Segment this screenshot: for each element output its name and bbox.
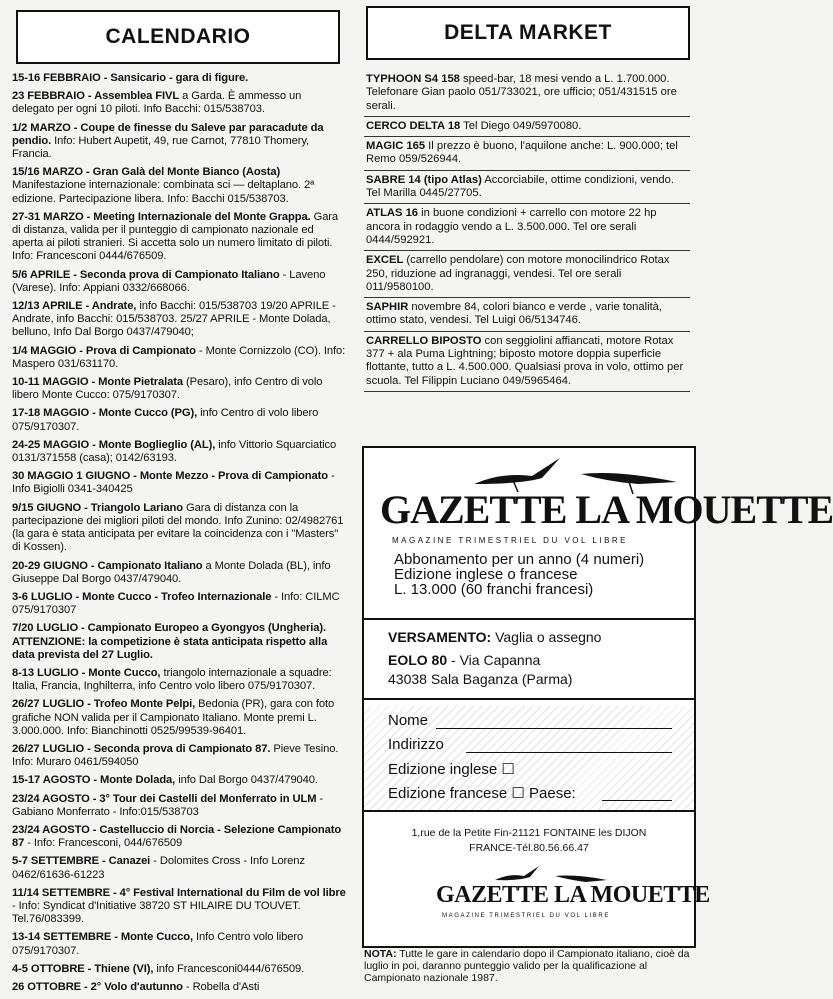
event-heading: 26/27 LUGLIO - Trofeo Monte Pelpi, <box>12 698 196 711</box>
divider <box>364 618 694 620</box>
market-ad <box>364 332 690 392</box>
market-ad <box>364 117 690 137</box>
event-heading: 17-18 MAGGIO - Monte Cucco (PG), <box>12 407 198 420</box>
event-heading: 23/24 AGOSTO - Castelluccio di Norcia - Selezione Campionato 87 <box>12 823 342 850</box>
event-heading: 7/20 LUGLIO - Campionato Europeo a Gyongyos (Ungheria). ATTENZIONE: la competizione è stata anticipata rispetto alla data prevista del 27 Luglio. <box>12 622 328 661</box>
market-ad <box>364 204 690 251</box>
calendar-event <box>12 560 346 586</box>
nota-label: NOTA: <box>364 948 397 960</box>
event-details: Gara di distanza con la partecipazione dei migliori piloti del mondo. Info Zunino: 02/4982761 (la gara è stata anticipata per evitare la coincidenza con i "Masters" di Kossen). <box>12 501 344 554</box>
event-heading: 20-29 GIUGNO - Campionato Italiano <box>12 559 203 572</box>
event-details: - Robella d'Asti <box>182 980 260 993</box>
field-inglese-checkbox[interactable]: Edizione inglese ☐ <box>388 761 515 778</box>
ad-details: con seggiolini affiancati, motore Rotax 377 + ala Puma Lightning; biposto motore doppia superficie flottante, tutto a L. 4.500.000. Qualsiasi prova in volo, ottimo per scuola. Tel Filippin Luciano 049/5965464. <box>366 334 684 387</box>
ad-details: Accorciabile, ottime condizioni, vendo. Tel Marilla 0445/27705. <box>366 173 674 200</box>
calendar-event <box>12 269 346 295</box>
event-heading: 27-31 MARZO - Meeting Internazionale del Monte Grappa. <box>12 210 311 223</box>
event-details: - Laveno (Varese). Info: Appiani 0332/668066. <box>12 268 326 294</box>
event-heading: 1/2 MARZO - Coupe de finesse du Saleve par paracadute da pendio. <box>12 121 324 147</box>
ad-heading: CARRELLO BIPOSTO <box>366 334 482 347</box>
calendar-event <box>12 743 346 769</box>
calendar-event <box>12 72 346 85</box>
calendar-event <box>12 166 346 206</box>
market-ad <box>364 171 690 205</box>
calendar-event <box>12 122 346 162</box>
address-line: 1,rue de la Petite Fin-21121 FONTAINE les DIJON <box>411 827 647 839</box>
ad-heading: EXCEL <box>366 254 404 267</box>
calendar-event <box>12 931 346 957</box>
event-heading: 24-25 MAGGIO - Monte Boglieglio (AL), <box>12 438 216 451</box>
order-form <box>364 706 694 810</box>
event-heading: 4-5 OTTOBRE - Thiene (VI), <box>12 962 154 975</box>
event-details: - Monte Cornizzolo (CO). Info: Maspero 031/631170. <box>12 344 346 370</box>
ad-details: in buone condizioni + carrello con motore 22 hp ancora in rodaggio vendo a L. 3.500.000. Tel ore serali 0444/592921. <box>366 207 657 246</box>
event-heading: 5/6 APRILE - Seconda prova di Campionato Italiano <box>12 268 280 281</box>
event-details: - Dolomites Cross - Info Lorenz 0462/61636-61223 <box>12 855 305 881</box>
subscription-line: Edizione inglese o francese <box>394 566 578 583</box>
versamento-text: Vaglia o assegno <box>495 629 602 645</box>
ad-heading: SABRE 14 (tipo Atlas) <box>366 173 482 186</box>
calendar-event <box>12 855 346 881</box>
calendar-event <box>12 345 346 371</box>
calendar-event <box>12 591 346 617</box>
event-heading: 1/4 MAGGIO - Prova di Campionato <box>12 344 196 357</box>
event-details: - Info: Francesconi, 044/676509 <box>24 837 183 850</box>
payment-info <box>388 628 601 689</box>
event-heading: 23 FEBBRAIO - Assemblea FIVL <box>12 90 180 103</box>
gazette-logo: GAZETTE LA MOUETTE <box>380 487 833 532</box>
event-details: - Gabiano Monferrato - Info:015/538703 <box>12 792 324 818</box>
calendar-event <box>12 439 346 465</box>
nome-field[interactable] <box>436 728 672 729</box>
calendar-event <box>12 211 346 264</box>
event-details: info Centro di volo libero 075/9170307. <box>12 407 319 433</box>
calendar-event <box>12 407 346 433</box>
calendar-event <box>12 824 346 850</box>
subscription-info <box>394 552 644 597</box>
market-ad <box>364 137 690 171</box>
subscription-line: L. 13.000 (60 franchi francesi) <box>394 581 594 598</box>
event-details: triangolo internazionale a squadre: Italia, Francia, Inghilterra, info Centro volo libero 075/9170307. <box>12 666 332 693</box>
calendar-event <box>12 470 346 496</box>
market-ad <box>364 251 690 298</box>
event-heading: 8-13 LUGLIO - Monte Cucco, <box>12 666 161 679</box>
event-heading: 9/15 GIUGNO - Triangolo Lariano <box>12 501 183 514</box>
market-list <box>364 70 690 392</box>
calendar-title: CALENDARIO <box>16 10 340 64</box>
field-nome-label: Nome <box>388 712 429 729</box>
ad-heading: MAGIC 165 <box>366 140 426 153</box>
event-details: Gara di distanza, valida per il punteggio di campionato nazionale ed aperta ai piloti stranieri. Si accetta solo un numero limitato di piloti. Info: Francesconi 0444/676509. <box>12 210 339 263</box>
nota <box>364 948 692 984</box>
calendar-event <box>12 981 346 994</box>
eolo-text: - Via Capanna <box>451 652 541 668</box>
calendar-event <box>12 963 346 976</box>
event-details: Pieve Tesino. Info: Muraro 0461/594050 <box>12 742 339 769</box>
gazette-tagline: MAGAZINE TRIMESTRIEL DU VOL LIBRE <box>392 536 629 545</box>
event-details: info Vittorio Squarciatico 0131/371558 (casa); 0142/63193. <box>12 438 337 465</box>
event-details: Info: Hubert Aupetit, 49, rue Carnot, 77810 Thomery, Francia. <box>12 134 310 161</box>
calendar-event <box>12 774 346 787</box>
event-heading: 12/13 APRILE - Andrate, <box>12 300 137 313</box>
event-heading: 15-16 FEBBRAIO - Sansicario - gara di figure. <box>12 72 249 84</box>
event-heading: 23/24 AGOSTO - 3° Tour dei Castelli del Monferrato in ULM <box>12 792 317 805</box>
event-details: - Info Bigiolli 0341-340425 <box>12 470 335 496</box>
event-details: info Francesconi0444/676509. <box>153 962 305 975</box>
event-details: Info Centro volo libero 075/9170307. <box>12 931 304 957</box>
event-details: - Info: CILMC 075/9170307 <box>12 590 340 617</box>
ad-details: (carrello pendolare) con motore monocilindrico Rotax 250, riduzione ad ingranaggi, vendesi. Tel ore serali 011/9580100. <box>366 254 670 293</box>
nota-text: Tutte le gare in calendario dopo il Campionato italiano, cioè da luglio in poi, daranno punteggio valido per la qualificazione al Campionato nazionale 1987. <box>364 948 690 984</box>
ad-heading: ATLAS 16 <box>366 207 419 220</box>
event-details: info Dal Borgo 0437/479040. <box>175 774 318 787</box>
event-details: - Info: Syndicat d'Initiative 38720 ST HILAIRE DU TOUVET. Tel.76/083399. <box>12 899 301 926</box>
ad-details: Tel Diego 049/5970080. <box>460 119 582 132</box>
event-details: Manifestazione internazionale: combinata sci — deltaplano. 2ª edizione. Partecipazione libera. Info: Bacchi 015/538703. <box>12 179 315 205</box>
calendar-event <box>12 300 346 340</box>
event-details: Bedonia (PR), gara con foto grafiche NON valida per il Campionato Italiano. Monte premi L. 3.000.000. Info: Bianchinotti 0525/99539-96401. <box>12 698 335 737</box>
subscription-line: Abbonamento per un anno (4 numeri) <box>394 551 645 568</box>
event-details: a Garda. È ammesso un delegato per ogni 10 piloti. Info Bacchi: 015/538703. <box>12 90 302 116</box>
field-francese-checkbox[interactable]: Edizione francese ☐ Paese: <box>388 785 576 802</box>
event-heading: 26 OTTOBRE - 2° Volo d'autunno <box>12 980 183 993</box>
field-indirizzo-label: Indirizzo <box>388 736 444 753</box>
gazette-logo-small: GAZETTE LA MOUETTE <box>436 882 710 908</box>
event-details: a Monte Dolada (BL), info Giuseppe Dal Borgo 0437/479040. <box>12 559 331 585</box>
event-details: info Bacchi: 015/538703 19/20 APRILE - Andrate, info Bacchi: 015/538703. 25/27 APRILE - Monte Dolada, belluno, Info Dal Borgo 0437/479040; <box>12 300 336 339</box>
gazette-address <box>364 826 694 856</box>
calendar-event <box>12 502 346 555</box>
eolo-city: 43038 Sala Baganza (Parma) <box>388 671 573 687</box>
divider <box>364 810 694 812</box>
gazette-ad <box>362 446 833 948</box>
calendar-event <box>12 698 346 738</box>
market-ad <box>364 70 690 117</box>
event-heading: 15-17 AGOSTO - Monte Dolada, <box>12 774 176 787</box>
event-heading: 11/14 SETTEMBRE - 4° Festival International du Film de vol libre <box>12 886 346 899</box>
ad-details: speed-bar, 18 mesi vendo a L. 1.700.000. Telefonare Gian paolo 051/733021, ore ufficio; 051/431515 ore serali. <box>366 73 677 112</box>
calendar-event <box>12 622 346 662</box>
indirizzo-field[interactable] <box>466 752 672 753</box>
event-heading: 5-7 SETTEMBRE - Canazei <box>12 855 151 868</box>
calendar-event <box>12 90 346 116</box>
address-line: FRANCE-Tél.80.56.66.47 <box>469 842 589 854</box>
ad-heading: CERCO DELTA 18 <box>366 119 461 132</box>
event-heading: 26/27 LUGLIO - Seconda prova di Campionato 87. <box>12 742 271 755</box>
event-heading: 10-11 MAGGIO - Monte Pietralata <box>12 376 183 389</box>
market-ad <box>364 298 690 332</box>
event-heading: 30 MAGGIO 1 GIUGNO - Monte Mezzo - Prova di Campionato <box>12 470 328 483</box>
calendar-event <box>12 887 346 927</box>
event-details: (Pesaro), info Centro di volo libero Monte Cucco: 075/9170307. <box>12 376 323 402</box>
divider <box>364 698 694 700</box>
ad-details: Il prezzo è buono, l'aquilone anche: L. 900.000; tel Remo 059/526944. <box>366 140 678 166</box>
calendar-event <box>12 376 346 402</box>
calendar-event <box>12 667 346 693</box>
event-heading: 3-6 LUGLIO - Monte Cucco - Trofeo Internazionale <box>12 590 272 603</box>
paese-field[interactable] <box>602 800 672 801</box>
ad-details: novembre 84, colori bianco e verde , varie tonalità, ottimo stato, vendesi. Tel Luigi 06/5134746. <box>366 301 663 327</box>
gazette-tagline-small: MAGAZINE TRIMESTRIEL DU VOL LIBRE <box>442 913 610 919</box>
ad-heading: SAPHIR <box>366 301 409 314</box>
calendar-event <box>12 793 346 819</box>
event-heading: 13-14 SETTEMBRE - Monte Cucco, <box>12 931 193 944</box>
eolo-label: EOLO 80 <box>388 652 448 668</box>
market-title: DELTA MARKET <box>366 6 690 60</box>
versamento-label: VERSAMENTO: <box>388 629 492 645</box>
event-heading: 15/16 MARZO - Gran Galà del Monte Bianco (Aosta) <box>12 166 281 179</box>
ad-heading: TYPHOON S4 158 <box>366 73 460 85</box>
calendar-list <box>12 72 346 999</box>
